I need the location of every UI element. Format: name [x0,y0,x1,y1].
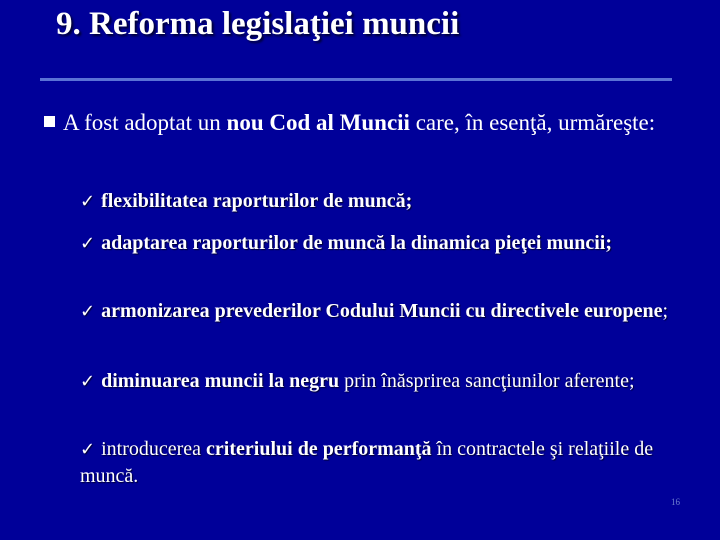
checkmark-icon: ✓ [80,371,96,392]
checkmark-icon: ✓ [80,301,96,322]
sub-item-text-normal: în contractele şi relaţiile de muncă. [80,438,654,487]
sub-item-text: flexibilitatea raporturilor de muncă; [101,190,413,212]
checkmark-icon: ✓ [80,233,96,254]
sub-item-text-normal: prin înăsprirea sancţiunilor aferente; [339,370,635,392]
sub-item-text: criteriului de performanţă [206,438,432,460]
sub-item-text: armonizarea prevederilor Codului Muncii cu directivele europene [101,300,663,322]
sub-item-4 [80,368,680,395]
checkmark-icon: ✓ [80,191,96,212]
square-bullet-icon [44,116,55,127]
intro-suffix: care, în esenţă, urmăreşte: [409,110,656,135]
checkmark-icon: ✓ [80,439,96,460]
intro-bold: nou Cod al Muncii [226,110,410,135]
sub-item-1 [80,188,680,215]
sub-item-text-normal: ; [662,300,669,322]
slide-title: 9. Reforma legislaţiei muncii [56,6,460,42]
intro-prefix: A fost adoptat un [63,110,227,135]
sub-item-text: adaptarea raporturilor de muncă la dinamica pieţei muncii; [101,232,613,254]
main-bullet [44,108,684,138]
sub-item-text-pre: introducerea [101,438,207,460]
sub-item-text: diminuarea muncii la negru [101,370,340,392]
sub-item-2 [80,230,680,257]
title-divider [40,78,672,81]
page-number: 16 [671,497,680,507]
sub-item-5 [80,436,680,489]
sub-item-3 [80,298,680,325]
